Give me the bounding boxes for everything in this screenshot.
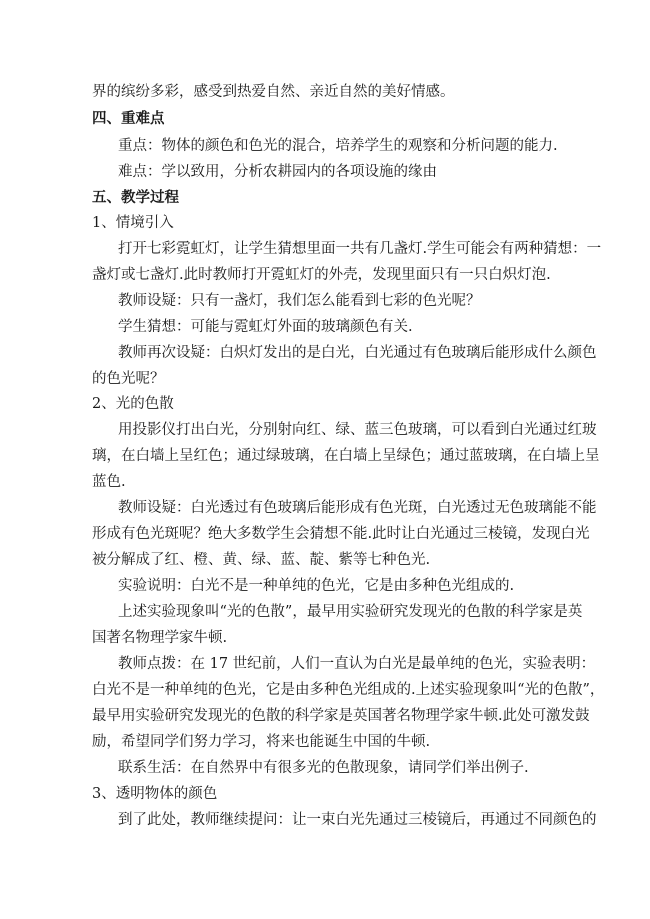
subsection-heading: 2、光的色散 bbox=[92, 396, 174, 412]
text-line: 教师设疑：只有一盏灯，我们怎么能看到七彩的色光呢？ bbox=[118, 293, 481, 309]
text-line: 用投影仪打出白光，分别射向红、绿、蓝三色玻璃，可以看到白光通过红玻 bbox=[118, 422, 597, 438]
text-line: 被分解成了红、橙、黄、绿、蓝、靛、紫等七种色光. bbox=[92, 552, 431, 568]
text-line: 教师设疑：白光透过有色玻璃后能形成有色光斑，白光透过无色玻璃能不能 bbox=[118, 500, 597, 516]
text-line: 的色光呢？ bbox=[92, 371, 165, 387]
section-heading: 四、重难点 bbox=[92, 110, 165, 127]
text-line: 形成有色光斑呢？绝大多数学生会猜想不能.此时让白光通过三棱镜，发现白光 bbox=[92, 526, 590, 542]
text-line: 国著名物理学家牛顿. bbox=[92, 630, 228, 646]
text-line: 打开七彩霓虹灯，让学生猜想里面一共有几盏灯.学生可能会有两种猜想：一 bbox=[118, 241, 602, 257]
text-line: 璃，在白墙上呈红色；通过绿玻璃，在白墙上呈绿色；通过蓝玻璃，在白墙上呈 bbox=[92, 448, 600, 464]
text-line: 上述实验现象叫“光的色散”，最早用实验研究发现光的色散的科学家是英 bbox=[118, 604, 583, 620]
text-line: 实验说明：白光不是一种单纯的色光，它是由多种色光组成的. bbox=[118, 578, 515, 594]
text-line: 白光不是一种单纯的色光，它是由多种色光组成的.上述实验现象叫“光的色散”， bbox=[92, 682, 605, 698]
text-line: 励，希望同学们努力学习，将来也能诞生中国的牛顿. bbox=[92, 734, 431, 750]
text-line: 盏灯或七盏灯.此时教师打开霓虹灯的外壳，发现里面只有一只白炽灯泡. bbox=[92, 267, 551, 283]
text-line: 到了此处，教师继续提问：让一束白光先通过三棱镜后，再通过不同颜色的 bbox=[118, 812, 597, 828]
text-line: 联系生活：在自然界中有很多光的色散现象，请同学们举出例子. bbox=[118, 760, 529, 776]
section-heading: 五、教学过程 bbox=[92, 189, 179, 206]
text-line: 蓝色. bbox=[92, 474, 126, 490]
text-line: 教师再次设疑：白炽灯发出的是白光，白光通过有色玻璃后能形成什么颜色 bbox=[118, 345, 597, 361]
text-line: 最早用实验研究发现光的色散的科学家是英国著名物理学家牛顿.此处可激发鼓 bbox=[92, 708, 590, 724]
text-line: 重点：物体的颜色和色光的混合，培养学生的观察和分析问题的能力. bbox=[118, 138, 558, 154]
text-line: 难点：学以致用，分析农耕园内的各项设施的缘由 bbox=[118, 164, 437, 180]
text-line: 学生猜想：可能与霓虹灯外面的玻璃颜色有关. bbox=[118, 319, 413, 335]
text-line: 界的缤纷多彩，感受到热爱自然、亲近自然的美好情感。 bbox=[92, 84, 455, 100]
subsection-heading: 1、情境引入 bbox=[92, 215, 174, 231]
subsection-heading: 3、透明物体的颜色 bbox=[92, 786, 218, 802]
text-line: 教师点拨：在 17 世纪前，人们一直认为白光是最单纯的色光，实验表明： bbox=[118, 656, 596, 672]
